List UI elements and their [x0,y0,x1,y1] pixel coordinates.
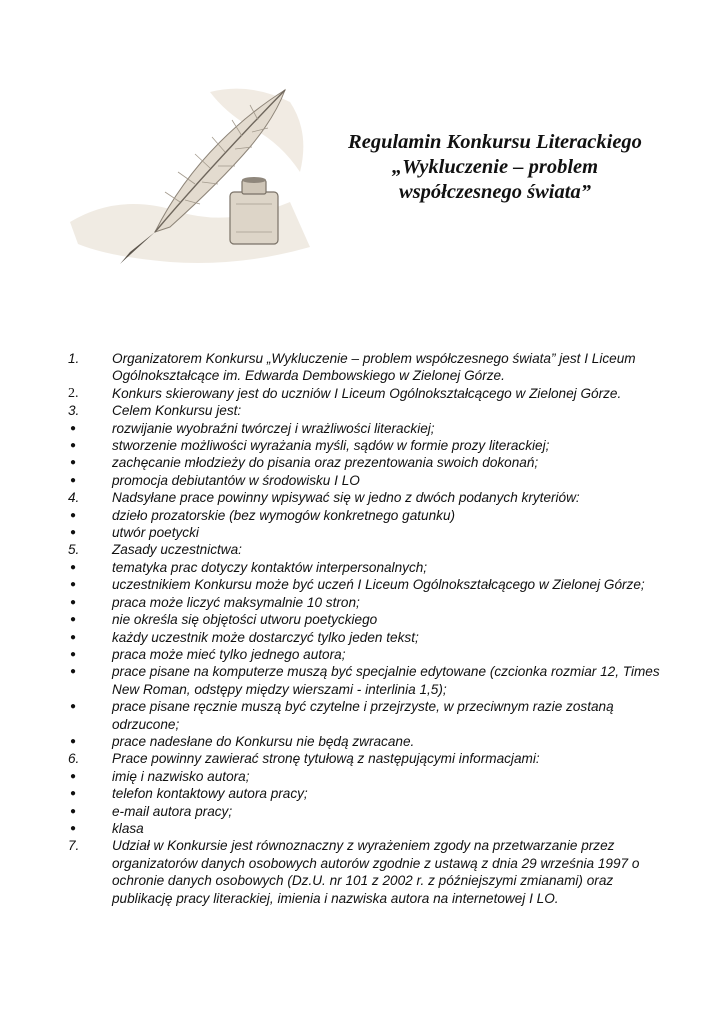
list-item-text: prace nadesłane do Konkursu nie będą zwracane. [112,733,415,749]
bullet-icon: ● [70,631,77,643]
bullet-icon: ● [70,701,77,713]
list-item-text: prace pisane na komputerze muszą być specjalnie edytowane (czcionka rozmiar 12, Times New Roman, odstępy między wierszami - interlinia 1,5); [112,664,660,697]
list-marker: 2. [68,385,79,401]
list-marker: 4. [68,490,80,506]
rule-1 [64,350,664,385]
rule-7 [64,837,664,907]
document-title [330,130,660,205]
bullet-icon: ● [70,527,77,539]
list-marker: 7. [68,838,80,854]
list-item-text: Prace powinny zawierać stronę tytułową z następującymi informacjami: [112,751,540,767]
list-item-text: prace pisane ręcznie muszą być czytelne i przejrzyste, w przeciwnym razie zostaną odrzucone; [112,699,614,732]
list-item-text: Organizatorem Konkursu „Wykluczenie – problem współczesnego świata” jest I Liceum Ogólnokształcące im. Edwarda Dembowskiego w Zielonej Górze. [112,351,636,384]
list-item-text: Konkurs skierowany jest do uczniów I Liceum Ogólnokształcącego w Zielonej Górze. [112,385,622,401]
list-marker: 3. [68,403,80,419]
rule-6 [64,750,664,767]
list-item-text: dzieło prozatorskie (bez wymogów konkretnego gatunku) [112,507,456,523]
bullet-icon: ● [70,579,77,591]
rule-2 [64,385,664,402]
list-item [64,611,664,628]
title-line-1: Regulamin Konkursu Literackiego [348,131,642,153]
rule-3 [64,402,664,419]
bullet-icon: ● [70,457,77,469]
list-item [64,454,664,471]
bullet-icon: ● [70,440,77,452]
list-marker: 6. [68,751,80,767]
bullet-icon: ● [70,788,77,800]
list-item [64,698,664,733]
list-item-text: e-mail autora pracy; [112,803,233,819]
rules-list [64,350,664,907]
list-item-text: Celem Konkursu jest: [112,403,242,419]
list-item-text: klasa [112,820,144,836]
list-item-text: Nadsyłane prace powinny wpisywać się w jedno z dwóch podanych kryteriów: [112,490,580,506]
list-item-text: praca może liczyć maksymalnie 10 stron; [112,594,360,610]
bullet-icon: ● [70,822,77,834]
bullet-icon: ● [70,735,77,747]
list-item [64,768,664,785]
list-item [64,420,664,437]
bullet-icon: ● [70,509,77,521]
list-item [64,663,664,698]
list-item [64,629,664,646]
bullet-icon: ● [70,648,77,660]
list-item-text: Udział w Konkursie jest równoznaczny z wyrażeniem zgody na przetwarzanie przez organizatorów danych osobowych autorów zgodnie z ustawą z dnia 29 września 1997 o ochronie danych osobowych (Dz.U. nr 101 z 2002 r. z późniejszymi zmianami) oraz publikację pracy literackiej, imienia i nazwiska autora na internetowej I LO. [112,838,640,906]
list-item-text: promocja debiutantów w środowisku I LO [112,472,360,488]
list-marker: 1. [68,351,80,366]
list-item [64,820,664,837]
rule-4 [64,489,664,506]
list-item-text: rozwijanie wyobraźni twórczej i wrażliwości literackiej; [112,420,435,436]
list-item [64,559,664,576]
list-item [64,507,664,524]
list-item [64,646,664,663]
list-item-text: tematyka prac dotyczy kontaktów interpersonalnych; [112,559,428,575]
list-item [64,524,664,541]
title-line-2: „Wykluczenie – problem [391,156,599,178]
list-item-text: stworzenie możliwości wyrażania myśli, sądów w formie prozy literackiej; [112,438,550,454]
list-item [64,733,664,750]
quill-and-inkwell-illustration [60,72,320,272]
rule-5 [64,541,664,558]
list-item-text: utwór poetycki [112,525,199,541]
bullet-icon: ● [70,596,77,608]
list-item [64,576,664,593]
bullet-icon: ● [70,474,77,486]
list-item-text: uczestnikiem Konkursu może być uczeń I Liceum Ogólnokształcącego w Zielonej Górze; [112,577,645,593]
bullet-icon: ● [70,666,77,678]
list-item-text: praca może mieć tylko jednego autora; [112,646,346,662]
list-item-text: każdy uczestnik może dostarczyć tylko jeden tekst; [112,629,419,645]
list-marker: 5. [68,542,80,558]
list-item [64,472,664,489]
bullet-icon: ● [70,561,77,573]
list-item-text: nie określa się objętości utworu poetyckiego [112,612,378,628]
bullet-icon: ● [70,805,77,817]
bullet-icon: ● [70,614,77,626]
list-item-text: zachęcanie młodzieży do pisania oraz prezentowania swoich dokonań; [112,455,539,471]
bullet-icon: ● [70,770,77,782]
list-item [64,785,664,802]
list-item [64,437,664,454]
list-item-text: Zasady uczestnictwa: [112,542,242,558]
title-line-3: współczesnego świata” [399,181,591,203]
list-item-text: telefon kontaktowy autora pracy; [112,786,308,802]
list-item [64,594,664,611]
list-item [64,803,664,820]
bullet-icon: ● [70,422,77,434]
list-item-text: imię i nazwisko autora; [112,768,250,784]
